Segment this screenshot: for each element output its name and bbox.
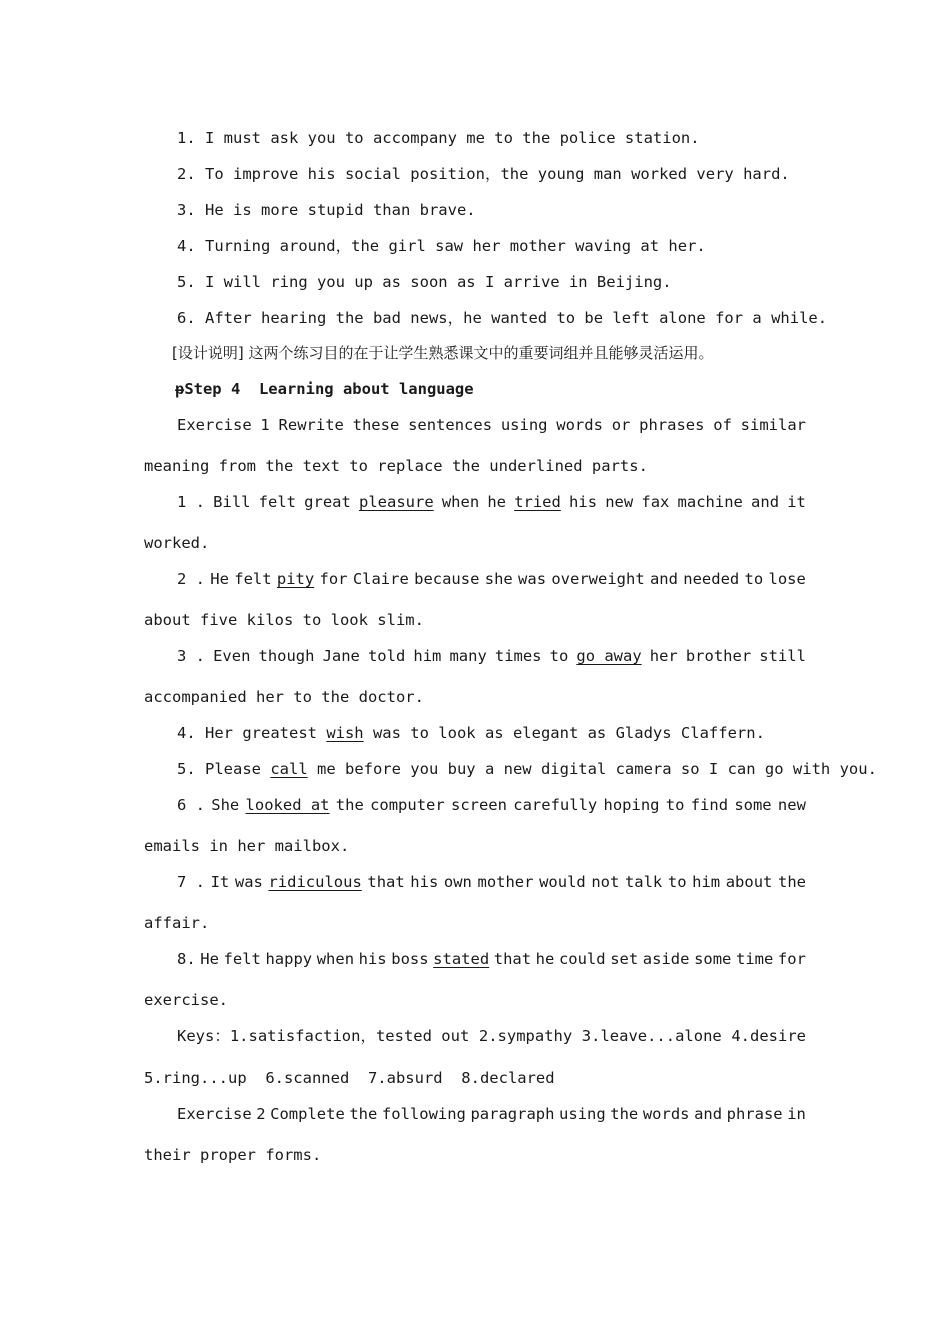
sentence-8-cont: exercise. <box>144 991 228 1009</box>
word: in <box>787 1105 806 1123</box>
word: using <box>559 1105 606 1123</box>
answer-line-3: 3. He is more stupid than brave. <box>177 201 476 219</box>
word: of <box>713 416 732 434</box>
word: 3 . <box>177 647 205 665</box>
word: and <box>649 570 678 588</box>
word: still <box>759 647 806 665</box>
sentence-7-cont: affair. <box>144 914 210 932</box>
sentence-1 <box>177 492 806 512</box>
word: he <box>535 950 555 968</box>
exercise1-intro-line2: meaning from the text to replace the underlined parts. <box>144 457 648 475</box>
key-item: Keys：1.satisfaction，tested out <box>177 1027 470 1045</box>
word: talk <box>624 873 663 891</box>
underlined-word: looked at <box>245 796 330 814</box>
word: 7 . <box>177 873 205 891</box>
word: his <box>358 950 387 968</box>
word: would <box>539 873 586 891</box>
step-marker-icon: ᵽ <box>175 380 185 398</box>
step-heading <box>175 379 474 399</box>
word: using <box>500 416 548 434</box>
word: computer <box>370 796 445 814</box>
word: similar <box>740 416 806 434</box>
word: lose <box>768 570 806 588</box>
answer-line-4: 4. Turning around，the girl saw her mother waving at her. <box>177 237 706 255</box>
word: though <box>258 647 315 665</box>
word: new <box>777 796 806 814</box>
word: 2 <box>256 1105 266 1123</box>
sentence-text: 4. Her greatest <box>177 724 327 742</box>
word: Exercise <box>177 1105 252 1123</box>
underlined-word: wish <box>326 724 364 742</box>
answer-line-1: 1. I must ask you to accompany me to the police station. <box>177 129 700 147</box>
word: was <box>518 570 547 588</box>
sentence-3 <box>177 646 806 666</box>
word: his <box>569 493 598 511</box>
word: for <box>319 570 348 588</box>
word: words <box>642 1105 690 1123</box>
word: new <box>605 493 634 511</box>
word: he <box>487 493 507 511</box>
keys-line2: 5.ring...up 6.scanned 7.absurd 8.declared <box>144 1069 555 1087</box>
word: and <box>751 493 780 511</box>
word: him <box>413 647 442 665</box>
word: paragraph <box>470 1105 555 1123</box>
word: his <box>410 873 439 891</box>
word: she <box>484 570 513 588</box>
answer-line-6: 6. After hearing the bad news，he wanted to be left alone for a while. <box>177 309 828 327</box>
word: when <box>441 493 480 511</box>
design-note: [设计说明] 这两个练习目的在于让学生熟悉课文中的重要词组并且能够灵活运用。 <box>172 344 714 362</box>
word: She <box>211 796 240 814</box>
word: It <box>210 873 230 891</box>
word: could <box>558 950 606 968</box>
underlined-word: go away <box>576 647 642 665</box>
word: He <box>200 950 219 968</box>
word: Even <box>213 647 251 665</box>
word: happy <box>265 950 313 968</box>
word: some <box>734 796 772 814</box>
keys-line1 <box>177 1026 806 1046</box>
word: not <box>591 873 620 891</box>
word: hoping <box>603 796 660 814</box>
answer-line-5: 5. I will ring you up as soon as I arrive in Beijing. <box>177 273 672 291</box>
underlined-word: tried <box>514 493 561 511</box>
sentence-text: me before you buy a new digital camera so I can go with you. <box>307 760 877 778</box>
word: Exercise <box>177 416 252 434</box>
word: great <box>304 493 351 511</box>
answer-line-2: 2. To improve his social position，the young man worked very hard. <box>177 165 790 183</box>
word: fax <box>641 493 670 511</box>
word: Complete <box>270 1105 345 1123</box>
word: when <box>316 950 355 968</box>
word: 2 . <box>177 570 205 588</box>
word: because <box>414 570 480 588</box>
word: own <box>443 873 472 891</box>
underlined-word: stated <box>433 950 490 968</box>
sentence-text: was to look as elegant as Gladys Claffern. <box>363 724 765 742</box>
sentence-3-cont: accompanied her to the doctor. <box>144 688 424 706</box>
key-item: 3.leave...alone <box>581 1027 722 1045</box>
word: to <box>667 873 687 891</box>
word: the <box>349 1105 378 1123</box>
word: the <box>610 1105 639 1123</box>
word: Jane <box>322 647 360 665</box>
word: find <box>690 796 729 814</box>
exercise2-intro-line1 <box>177 1104 806 1124</box>
word: time <box>735 950 774 968</box>
word: carefully <box>513 796 598 814</box>
word: that <box>493 950 532 968</box>
word: the <box>777 873 806 891</box>
word: about <box>725 873 773 891</box>
word: set <box>610 950 639 968</box>
underlined-word: call <box>270 760 308 778</box>
word: her <box>649 647 678 665</box>
word: it <box>787 493 806 511</box>
word: to <box>665 796 685 814</box>
word: brother <box>685 647 752 665</box>
word: that <box>367 873 405 891</box>
exercise1-intro-line1 <box>177 415 806 435</box>
word: felt <box>234 570 272 588</box>
word: screen <box>450 796 507 814</box>
word: 1 . <box>177 493 205 511</box>
word: told <box>367 647 406 665</box>
word: following <box>381 1105 466 1123</box>
exercise2-intro-line2: their proper forms. <box>144 1146 322 1164</box>
word: words <box>556 416 603 434</box>
sentence-6 <box>177 795 806 815</box>
sentence-8 <box>177 949 806 969</box>
word: 8. <box>177 950 196 968</box>
sentence-2 <box>177 569 806 589</box>
word: him <box>692 873 721 891</box>
sentence-4 <box>177 723 765 743</box>
word: mother <box>477 873 534 891</box>
word: needed <box>683 570 740 588</box>
word: Rewrite <box>278 416 344 434</box>
word: to <box>744 570 764 588</box>
step-heading-text: Step 4 Learning about language <box>184 380 474 398</box>
word: machine <box>677 493 743 511</box>
sentence-1-cont: worked. <box>144 534 210 552</box>
word: phrases <box>639 416 705 434</box>
word: sentences <box>408 416 493 434</box>
word: boss <box>391 950 429 968</box>
word: overweight <box>551 570 645 588</box>
word: the <box>335 796 364 814</box>
word: and <box>694 1105 723 1123</box>
word: many <box>449 647 487 665</box>
word: for <box>777 950 806 968</box>
key-item: 4.desire <box>731 1027 806 1045</box>
sentence-7 <box>177 872 806 892</box>
underlined-word: pity <box>276 570 315 588</box>
word: Bill <box>213 493 251 511</box>
underlined-word: ridiculous <box>268 873 362 891</box>
sentence-text: 5. Please <box>177 760 271 778</box>
sentence-6-cont: emails in her mailbox. <box>144 837 350 855</box>
word: 1 <box>260 416 270 434</box>
word: felt <box>258 493 296 511</box>
key-item: 2.sympathy <box>478 1027 573 1045</box>
word: phrase <box>726 1105 783 1123</box>
word: times <box>494 647 542 665</box>
word: aside <box>642 950 690 968</box>
word: was <box>234 873 263 891</box>
word: to <box>549 647 569 665</box>
sentence-2-cont: about five kilos to look slim. <box>144 611 424 629</box>
word: Claire <box>352 570 409 588</box>
underlined-word: pleasure <box>359 493 434 511</box>
word: felt <box>223 950 261 968</box>
sentence-5 <box>177 759 877 779</box>
word: or <box>611 416 631 434</box>
word: 6 . <box>177 796 205 814</box>
word: these <box>352 416 400 434</box>
word: He <box>210 570 229 588</box>
word: some <box>694 950 732 968</box>
